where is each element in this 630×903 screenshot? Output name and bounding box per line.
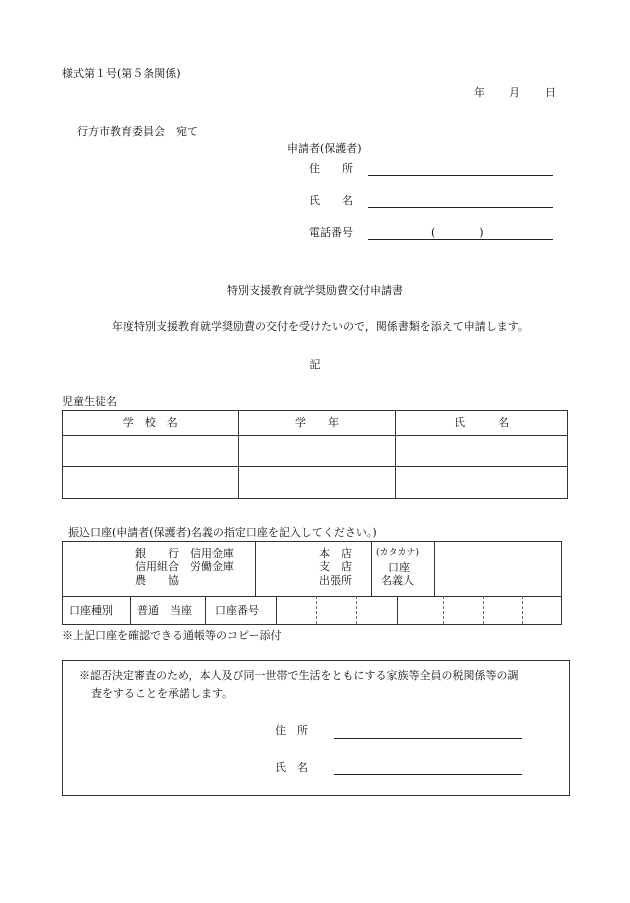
header-grade: 学 年 (238, 411, 396, 436)
header-student-name: 氏 名 (396, 411, 568, 436)
branch-line-2: 支 店 (319, 560, 352, 573)
form-number: 様式第１号(第５条関係) (62, 67, 181, 80)
katakana-note: (カタカナ) (376, 548, 420, 558)
school-name-cell[interactable] (63, 467, 239, 499)
copy-note: ※上記口座を確認できる通帳等のコピー添付 (62, 629, 282, 642)
applicant-phone-label: 電話番号 (309, 226, 353, 239)
document-title: 特別支援教育就学奨励費交付申請書 (227, 284, 403, 297)
consent-address-field[interactable] (334, 738, 522, 739)
bank-account-box (62, 541, 562, 625)
date-year-label: 年 (474, 86, 485, 99)
student-table-header (63, 411, 568, 436)
grade-cell[interactable] (238, 436, 396, 467)
student-label: 児童生徒名 (62, 395, 117, 408)
table-row (63, 436, 568, 467)
institution-line-3: 農 協 (135, 574, 179, 587)
holder-line-2: 名義人 (381, 574, 414, 587)
addressee: 行方市教育委員会 宛て (77, 125, 198, 138)
consent-name-field[interactable] (334, 774, 522, 775)
applicant-name-label: 氏 名 (309, 194, 353, 207)
applicant-address-label: 住 所 (309, 162, 353, 175)
student-table (62, 410, 568, 499)
account-type-value[interactable]: 普通 当座 (137, 604, 192, 617)
consent-name-label: 氏 名 (275, 761, 308, 774)
branch-line-1: 本 店 (319, 547, 352, 560)
table-row (63, 467, 568, 499)
account-type-label: 口座種別 (69, 604, 113, 617)
applicant-name-field[interactable] (368, 207, 553, 208)
branch-line-3: 出張所 (319, 574, 352, 587)
institution-line-1: 銀 行 信用金庫 (135, 547, 234, 560)
consent-text-line-1: ※認否決定審査のため，本人及び同一世帯で生活をともにする家族等全員の税関係等の調 (79, 669, 519, 682)
consent-box (62, 660, 570, 796)
student-name-cell[interactable] (396, 467, 568, 499)
header-school-name: 学 校 名 (63, 411, 239, 436)
holder-line-1: 口座 (388, 561, 410, 574)
grade-cell[interactable] (238, 467, 396, 499)
consent-text-line-2: 査をすることを承諾します。 (91, 687, 234, 700)
institution-line-2: 信用組合 労働金庫 (135, 560, 234, 573)
applicant-heading: 申請者(保護者) (287, 142, 362, 155)
applicant-phone-field[interactable] (368, 239, 553, 240)
account-number-label: 口座番号 (215, 604, 259, 617)
bank-label: 振込口座(申請者(保護者)名義の指定口座を記入してください。) (68, 526, 377, 539)
school-name-cell[interactable] (63, 436, 239, 467)
consent-address-label: 住 所 (275, 724, 308, 737)
applicant-phone-paren: ( ) (431, 226, 484, 239)
applicant-address-field[interactable] (368, 175, 553, 176)
date-day-label: 日 (545, 86, 556, 99)
student-name-cell[interactable] (396, 436, 568, 467)
date-month-label: 月 (509, 86, 520, 99)
body-text: 年度特別支援教育就学奨励費の交付を受けたいので，関係書類を添えて申請します。 (112, 320, 529, 333)
ki-label: 記 (309, 358, 321, 371)
